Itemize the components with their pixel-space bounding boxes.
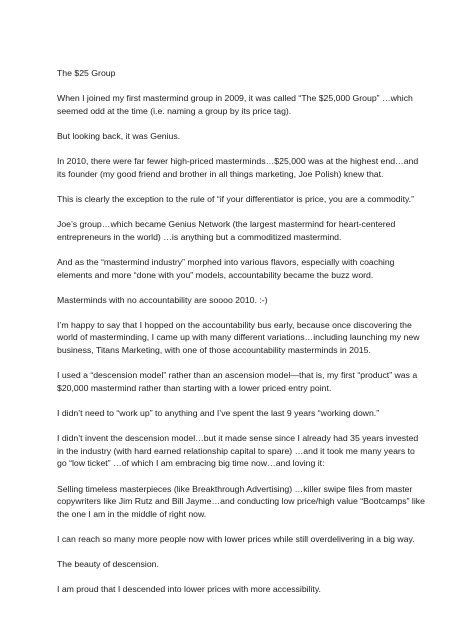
paragraph-line: Joe’s group…which became Genius Network (the largest mastermind for heart-centered	[57, 219, 396, 230]
paragraph-line: Masterminds with no accountability are soooo 2010. :-)	[57, 294, 268, 305]
paragraph-line: world of masterminding, I came up with many different variations…including launching my new	[57, 332, 420, 343]
paragraph	[57, 155, 429, 180]
paragraph-line: go “low ticket” …of which I am embracing big time now…and loving it:	[57, 458, 325, 469]
paragraph-line: The beauty of descension.	[57, 559, 159, 570]
paragraph	[57, 558, 429, 571]
paragraph	[57, 319, 429, 357]
paragraph-line: its founder (my good friend and brother in all things marketing, Joe Polish) knew that.	[57, 168, 384, 179]
paragraph-line: When I joined my first mastermind group in 2009, it was called “The $25,000 Group” …which	[57, 93, 413, 104]
paragraph-line: I didn’t need to “work up” to anything and I’ve spent the last 9 years “working down.”	[57, 408, 380, 419]
paragraph-line: Selling timeless masterpieces (like Breakthrough Advertising) …killer swipe files from master	[57, 483, 413, 494]
paragraph-line: $20,000 mastermind rather than starting with a lower priced entry point.	[57, 382, 332, 393]
paragraph-list	[57, 92, 429, 596]
paragraph	[57, 407, 429, 420]
paragraph-line: And as the “mastermind industry” morphed into various flavors, especially with coaching	[57, 256, 395, 267]
document-body	[57, 67, 429, 609]
paragraph	[57, 483, 429, 521]
paragraph-line: I didn’t invent the descension model…but it made sense since I already had 35 years invested	[57, 433, 419, 444]
paragraph-line: I can reach so many more people now with lower prices while still overdelivering in a big way.	[57, 533, 415, 544]
paragraph-line: I used a “descension model” rather than an ascension model—that is, my first “product” was a	[57, 370, 418, 381]
paragraph-line: This is clearly the exception to the rule of “if your differentiator is price, you are a commodity.”	[57, 193, 414, 204]
paragraph-line: business, Titans Marketing, with one of those accountability masterminds in 2015.	[57, 345, 371, 356]
paragraph	[57, 583, 429, 596]
paragraph-line: the one I am in the middle of right now.	[57, 508, 207, 519]
paragraph-line: copywriters like Jim Rutz and Bill Jayme…and conducting low price/high value “Bootcamps” like	[57, 496, 425, 507]
paragraph-line: in the industry (with hard earned relationship capital to spare) …and it took me many years to	[57, 445, 415, 456]
paragraph-line: elements and more “done with you” models, accountability became the buzz word.	[57, 269, 374, 280]
paragraph	[57, 130, 429, 143]
paragraph-line: I am proud that I descended into lower prices with more accessibility.	[57, 584, 321, 595]
paragraph-line: In 2010, there were far fewer high-priced masterminds…$25,000 was at the highest end…and	[57, 156, 419, 167]
paragraph	[57, 294, 429, 307]
paragraph	[57, 533, 429, 546]
paragraph	[57, 218, 429, 243]
paragraph-line: I’m happy to say that I hopped on the accountability bus early, because once discovering the	[57, 319, 412, 330]
paragraph	[57, 432, 429, 470]
paragraph	[57, 256, 429, 281]
document-title: The $25 Group	[57, 68, 116, 78]
paragraph	[57, 369, 429, 394]
paragraph-line: But looking back, it was Genius.	[57, 130, 181, 141]
paragraph-line: entrepreneurs in the world) …is anything but a commoditized mastermind.	[57, 231, 342, 242]
paragraph	[57, 92, 429, 117]
paragraph-line: seemed odd at the time (i.e. naming a group by its price tag).	[57, 105, 292, 116]
paragraph	[57, 193, 429, 206]
